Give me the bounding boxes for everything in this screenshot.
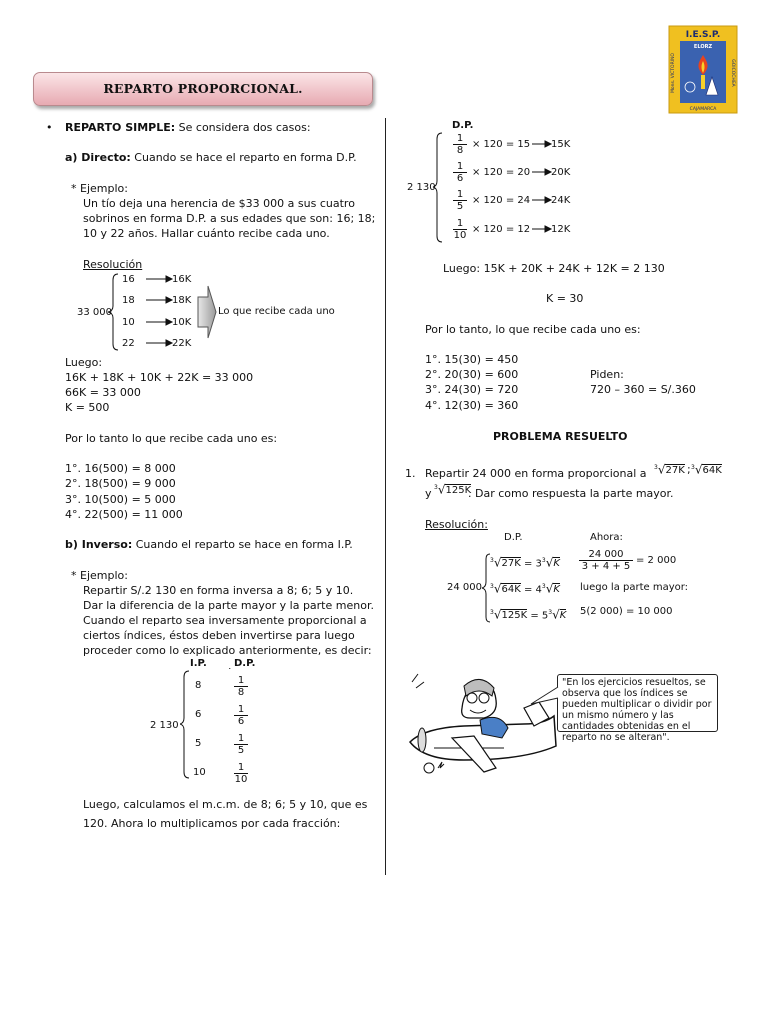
dp-expr: × 120 = 24 xyxy=(472,195,531,206)
problem-line-1: Repartir 24 000 en forma proporcional a xyxy=(425,467,647,480)
piden-value: 720 – 360 = S/.360 xyxy=(590,383,696,396)
arrow-icon xyxy=(229,668,235,669)
dp-fraction: $\frac{1}{5}$ xyxy=(453,189,467,212)
diag-row-b: 22K xyxy=(172,338,192,349)
diag-note: Lo que recibe cada uno xyxy=(218,306,335,317)
ahora-result: = 2 000 xyxy=(636,555,677,566)
result-right: 4°. 12(30) = 360 xyxy=(425,399,519,412)
radical-125k: $^3$√125K xyxy=(434,482,472,497)
mayor-label: luego la parte mayor: xyxy=(580,582,689,593)
dp-expr: × 120 = 15 xyxy=(472,139,531,150)
luego-right: Luego: 15K + 20K + 24K + 12K = 2 130 xyxy=(443,262,665,275)
ejemplo-1-line-2: sobrinos en forma D.P. a sus edades que son: 16; 18; xyxy=(83,212,376,225)
svg-text:GOICOCHEA: GOICOCHEA xyxy=(730,59,735,87)
ahora-label: Ahora: xyxy=(590,532,623,543)
inverso-line: b) Inverso: Cuando el reparto se hace en forma I.P. xyxy=(65,538,353,551)
ejemplo-2-line: ciertos índices, éstos deben invertirse para luego xyxy=(83,629,355,642)
problem-line-2: . Dar como respuesta la parte mayor. xyxy=(468,487,674,500)
dp-total: 2 130 xyxy=(407,182,436,193)
ejemplo-2-line: Dar la diferencia de la parte mayor y la parte menor. xyxy=(83,599,374,612)
total-24000: 24 000 xyxy=(447,582,482,593)
luego-line: 66K = 33 000 xyxy=(65,386,141,399)
luego-line: K = 500 xyxy=(65,401,110,414)
luego-line: 16K + 18K + 10K + 22K = 33 000 xyxy=(65,371,254,384)
reparto-simple-line: REPARTO SIMPLE: Se considera dos casos: xyxy=(65,121,311,134)
ejemplo-2-line: Cuando el reparto sea inversamente proporcional a xyxy=(83,614,367,627)
radical-64k: $^3$√64K xyxy=(691,462,722,477)
dp-expr: × 120 = 20 xyxy=(472,167,531,178)
result-line: 4°. 22(500) = 11 000 xyxy=(65,508,183,521)
brace xyxy=(180,671,189,778)
por-lo-tanto-right: Por lo tanto, lo que recibe cada uno es: xyxy=(425,323,641,336)
svg-text:Mons. VICTORINO: Mons. VICTORINO xyxy=(671,53,676,93)
dp-k: 12K xyxy=(551,224,571,235)
result-right: 1°. 15(30) = 450 xyxy=(425,353,519,366)
ip-total: 2 130 xyxy=(150,720,179,731)
result-right: 3°. 24(30) = 720 xyxy=(425,383,519,396)
ejemplo-2-line: proceder como lo explicado anteriormente, es decir: xyxy=(83,644,372,657)
final-line: 120. Ahora lo multiplicamos por cada fracción: xyxy=(83,817,341,830)
directo-line: a) Directo: Cuando se hace el reparto en forma D.P. xyxy=(65,151,357,164)
dp-fraction: $\frac{1}{8}$ xyxy=(453,133,467,156)
rad-row: $^3√27K = 3^3√K$ xyxy=(490,555,560,570)
ejemplo-1-line-3: 10 y 22 años. Hallar cuánto recibe cada uno. xyxy=(83,227,330,240)
mayor-value: 5(2 000) = 10 000 xyxy=(580,606,673,617)
svg-text:CAJAMARCA: CAJAMARCA xyxy=(689,107,717,112)
rad-row: $^3√64K = 4^3√K$ xyxy=(490,581,560,596)
big-arrow-icon xyxy=(198,286,216,338)
diag-total: 33 000 xyxy=(77,307,112,318)
resolucion-label: Resolución xyxy=(83,258,143,271)
ejemplo-2-label: * Ejemplo: xyxy=(71,569,128,582)
diag-row-a: 22 xyxy=(122,338,135,349)
svg-text:I.E.S.P.: I.E.S.P. xyxy=(685,30,721,40)
speech-bubble: "En los ejercicios resueltos, se observa que los índices se pueden multiplicar o dividir por un mismo número y las cantidades obtenidas en el reparto no se alteran". xyxy=(557,674,718,732)
ip-label: I.P. xyxy=(190,658,207,669)
problem-number: 1. xyxy=(405,467,416,480)
dp-label-2: D.P. xyxy=(504,532,523,543)
result-line: 2°. 18(500) = 9 000 xyxy=(65,477,176,490)
final-line: Luego, calculamos el m.c.m. de 8; 6; 5 y 10, que es xyxy=(83,798,368,811)
ejemplo-1-label: * Ejemplo: xyxy=(71,182,128,195)
k-value: K = 30 xyxy=(546,292,584,305)
page-title: REPARTO PROPORCIONAL. xyxy=(33,72,373,106)
bullet: • xyxy=(46,121,53,134)
diag-row-a: 16 xyxy=(122,274,135,285)
pilot-plane-illustration xyxy=(404,668,564,780)
ip-row-index: 6 xyxy=(195,709,202,720)
ip-fraction: $\frac{1}{8}$ xyxy=(234,675,248,698)
resolucion-right: Resolución: xyxy=(425,518,488,531)
radical-separator: ; xyxy=(687,463,691,476)
dp-k: 15K xyxy=(551,139,571,150)
dp-fraction: $\frac{1}{10}$ xyxy=(453,218,467,241)
ip-fraction: $\frac{1}{6}$ xyxy=(234,704,248,727)
dp-fraction: $\frac{1}{6}$ xyxy=(453,161,467,184)
ip-row-index: 5 xyxy=(195,738,202,749)
luego-line: Luego: xyxy=(65,356,103,369)
problema-resuelto-heading: PROBLEMA RESUELTO xyxy=(493,430,628,443)
ip-fraction: $\frac{1}{5}$ xyxy=(234,733,248,756)
result-line: 3°. 10(500) = 5 000 xyxy=(65,493,176,506)
dp-k: 20K xyxy=(551,167,571,178)
piden-label: Piden: xyxy=(590,368,624,381)
problem-line-2-y: y xyxy=(425,487,432,500)
diag-row-b: 18K xyxy=(172,295,192,306)
rad-row: $^3√125K = 5^3√K$ xyxy=(490,607,567,622)
dp-label: D.P. xyxy=(234,658,256,669)
ip-diagram xyxy=(180,668,240,783)
dp-label-right: D.P. xyxy=(452,120,474,131)
result-right: 2°. 20(30) = 600 xyxy=(425,368,519,381)
radical-27k: $^3$√27K xyxy=(654,462,685,477)
diag-row-b: 10K xyxy=(172,317,192,328)
diag-row-b: 16K xyxy=(172,274,192,285)
ip-row-index: 10 xyxy=(193,767,206,778)
column-divider xyxy=(385,118,386,875)
ahora-fraction: $\frac{24 000}{3 + 4 + 5}$ xyxy=(579,549,633,572)
svg-text:ELORZ: ELORZ xyxy=(693,44,713,50)
por-lo-tanto: Por lo tanto lo que recibe cada uno es: xyxy=(65,432,278,445)
dp-expr: × 120 = 12 xyxy=(472,224,531,235)
ip-fraction: $\frac{1}{10}$ xyxy=(234,762,248,785)
result-line: 1°. 16(500) = 8 000 xyxy=(65,462,176,475)
school-logo xyxy=(668,25,738,114)
ip-row-index: 8 xyxy=(195,680,202,691)
ejemplo-2-line: Repartir S/.2 130 en forma inversa a 8; 6; 5 y 10. xyxy=(83,584,354,597)
dp-k: 24K xyxy=(551,195,571,206)
bubble-tail xyxy=(530,686,560,706)
ejemplo-1-line-1: Un tío deja una herencia de $33 000 a sus cuatro xyxy=(83,197,355,210)
diag-row-a: 10 xyxy=(122,317,135,328)
diag-row-a: 18 xyxy=(122,295,135,306)
